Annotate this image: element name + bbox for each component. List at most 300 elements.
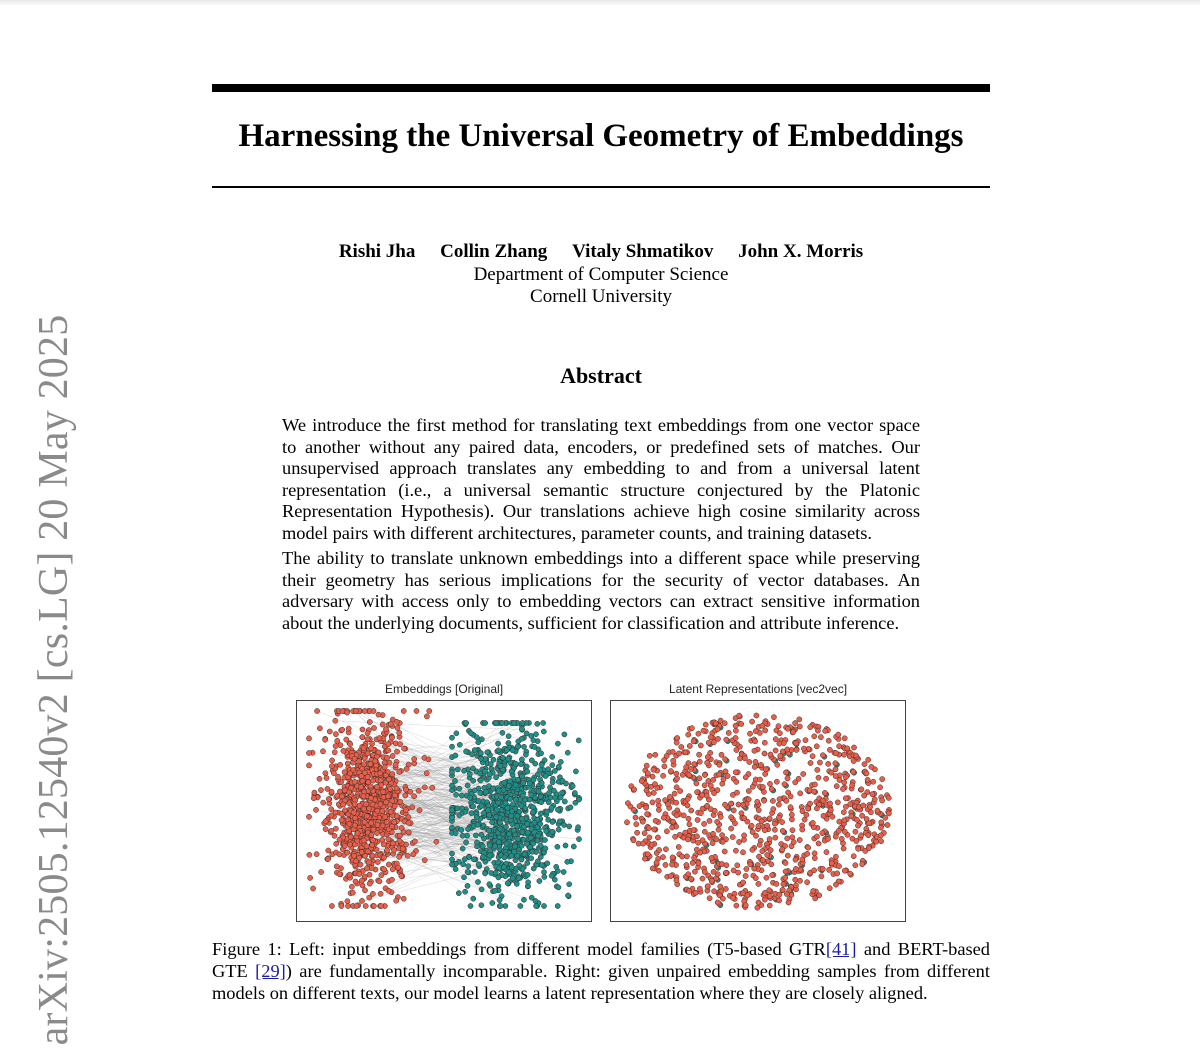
gte-point — [455, 767, 460, 772]
gte-point — [556, 885, 561, 890]
gtr-point — [827, 801, 832, 806]
gtr-point — [861, 803, 866, 808]
gtr-point — [670, 825, 675, 830]
gtr-point — [327, 729, 332, 734]
gtr-point — [713, 721, 718, 726]
citation-link[interactable]: [41] — [825, 939, 857, 959]
gtr-point — [368, 762, 373, 767]
citation-link[interactable]: [29] — [255, 961, 286, 981]
gte-point — [493, 844, 498, 849]
gtr-point — [632, 787, 637, 792]
gtr-point — [342, 843, 347, 848]
gtr-point — [371, 827, 376, 832]
gtr-point — [336, 774, 341, 779]
gtr-point — [365, 751, 370, 756]
gtr-point — [352, 779, 357, 784]
gtr-point — [871, 779, 876, 784]
gtr-point — [756, 808, 761, 813]
gtr-point — [645, 771, 650, 776]
gtr-point — [394, 719, 399, 724]
gte-point — [449, 825, 454, 830]
gtr-point — [789, 817, 794, 822]
gtr-point — [383, 800, 388, 805]
gtr-point — [379, 903, 384, 908]
gtr-point — [797, 717, 802, 722]
gtr-point — [750, 719, 755, 724]
gtr-point — [759, 819, 764, 824]
gtr-point — [698, 850, 703, 855]
gte-point — [556, 764, 561, 769]
gtr-point — [840, 786, 845, 791]
gtr-point — [770, 798, 775, 803]
gte-point — [478, 790, 483, 795]
gtr-point — [777, 797, 782, 802]
gte-point — [558, 759, 563, 764]
gtr-point — [668, 769, 673, 774]
gtr-point — [702, 783, 707, 788]
gtr-point — [674, 776, 679, 781]
gte-point — [464, 840, 469, 845]
gtr-point — [397, 730, 402, 735]
gte-point — [523, 806, 528, 811]
gtr-point — [746, 797, 751, 802]
gtr-point — [416, 788, 421, 793]
gtr-point — [370, 778, 375, 783]
gtr-point — [387, 760, 392, 765]
gtr-point — [695, 817, 700, 822]
gte-point — [506, 734, 511, 739]
gte-point — [506, 870, 511, 875]
gte-point — [483, 789, 488, 794]
gtr-point — [794, 747, 799, 752]
gtr-point — [719, 752, 724, 757]
gtr-point — [742, 833, 747, 838]
gte-point — [474, 735, 479, 740]
gtr-point — [403, 808, 408, 813]
gtr-point — [365, 731, 370, 736]
gtr-point — [380, 823, 385, 828]
gtr-point — [317, 726, 322, 731]
gtr-point — [768, 752, 773, 757]
gtr-point — [769, 786, 774, 791]
gtr-point — [808, 760, 813, 765]
gtr-point — [712, 889, 717, 894]
gte-point — [496, 741, 501, 746]
gtr-point — [710, 831, 715, 836]
gtr-point — [359, 898, 364, 903]
gtr-point — [828, 808, 833, 813]
gte-point — [467, 771, 472, 776]
gte-point — [474, 815, 479, 820]
gte-point — [521, 744, 526, 749]
gtr-point — [333, 732, 338, 737]
gte-point — [453, 867, 458, 872]
gte-point — [531, 805, 536, 810]
gte-point — [492, 888, 497, 893]
gtr-point — [700, 793, 705, 798]
gte-point — [457, 786, 462, 791]
gtr-point — [349, 785, 354, 790]
gtr-point — [716, 827, 721, 832]
gtr-point — [723, 757, 728, 762]
gte-point — [517, 863, 522, 868]
gtr-point — [650, 866, 655, 871]
gtr-point — [776, 815, 781, 820]
gtr-point — [422, 858, 427, 863]
gtr-point — [338, 743, 343, 748]
gtr-point — [656, 868, 661, 873]
gtr-point — [791, 730, 796, 735]
gtr-point — [812, 856, 817, 861]
gtr-point — [349, 884, 354, 889]
gtr-point — [397, 854, 402, 859]
gtr-point — [841, 846, 846, 851]
gtr-point — [760, 849, 765, 854]
gte-point — [504, 747, 509, 752]
gtr-point — [386, 862, 391, 867]
gtr-point — [878, 825, 883, 830]
gtr-point — [427, 708, 432, 713]
gtr-point — [651, 790, 656, 795]
gtr-point — [656, 798, 661, 803]
gtr-point — [734, 790, 739, 795]
gtr-point — [762, 828, 767, 833]
gtr-point — [674, 800, 679, 805]
gtr-point — [767, 837, 772, 842]
gte-point — [513, 797, 518, 802]
gtr-point — [674, 878, 679, 883]
gtr-point — [853, 863, 858, 868]
gtr-point — [382, 867, 387, 872]
gte-point — [563, 843, 568, 848]
gte-point — [553, 795, 558, 800]
gtr-point — [758, 762, 763, 767]
gte-point — [519, 726, 524, 731]
gte-point — [535, 838, 540, 843]
gtr-point — [389, 735, 394, 740]
gtr-point — [842, 818, 847, 823]
gtr-point — [764, 875, 769, 880]
gtr-point — [652, 782, 657, 787]
gte-point — [572, 790, 577, 795]
gtr-point — [765, 852, 770, 857]
gte-point — [453, 753, 458, 758]
gtr-point — [312, 790, 317, 795]
gtr-point — [324, 775, 329, 780]
gtr-point — [818, 735, 823, 740]
gtr-point — [859, 833, 864, 838]
gtr-point — [706, 740, 711, 745]
gtr-point — [793, 877, 798, 882]
gte-point — [529, 792, 534, 797]
caption-mid: and BERT-based GTE — [212, 939, 991, 981]
gte-point — [476, 799, 481, 804]
gtr-point — [781, 741, 786, 746]
gte-point — [520, 829, 525, 834]
gtr-point — [757, 777, 762, 782]
gtr-point — [879, 820, 884, 825]
gte-point — [519, 736, 524, 741]
gtr-point — [744, 866, 749, 871]
gte-point — [527, 797, 532, 802]
gtr-point — [722, 721, 727, 726]
gtr-point — [777, 731, 782, 736]
gtr-point — [710, 841, 715, 846]
gtr-point — [378, 771, 383, 776]
gte-point — [459, 827, 464, 832]
gtr-point — [684, 765, 689, 770]
gtr-point — [385, 848, 390, 853]
gtr-point — [762, 740, 767, 745]
gtr-point — [687, 822, 692, 827]
gtr-point — [693, 890, 698, 895]
gtr-point — [661, 773, 666, 778]
gte-point — [465, 883, 470, 888]
gtr-point — [351, 853, 356, 858]
gtr-point — [707, 896, 712, 901]
gtr-point — [815, 728, 820, 733]
gtr-point — [735, 863, 740, 868]
gtr-point — [674, 771, 679, 776]
gtr-point — [760, 858, 765, 863]
gtr-point — [338, 762, 343, 767]
gtr-point — [369, 832, 374, 837]
gtr-point — [321, 800, 326, 805]
gtr-point — [651, 767, 656, 772]
gtr-point — [709, 878, 714, 883]
gtr-point — [820, 753, 825, 758]
author-name: Collin Zhang — [440, 241, 548, 262]
author-name: Rishi Jha — [338, 241, 416, 262]
gte-point — [543, 846, 548, 851]
gtr-point — [833, 761, 838, 766]
gte-point — [473, 833, 478, 838]
gtr-point — [806, 806, 811, 811]
gtr-point — [774, 881, 779, 886]
gtr-point — [697, 776, 702, 781]
gte-point — [532, 744, 537, 749]
gtr-point — [859, 787, 864, 792]
gtr-point — [776, 724, 781, 729]
gte-point — [550, 780, 555, 785]
gtr-point — [688, 766, 693, 771]
gtr-point — [842, 736, 847, 741]
gte-point — [538, 821, 543, 826]
gtr-point — [834, 784, 839, 789]
gte-point — [498, 903, 503, 908]
gtr-point — [778, 753, 783, 758]
gte-point — [543, 773, 548, 778]
gtr-point — [692, 762, 697, 767]
gte-point — [496, 884, 501, 889]
gtr-point — [760, 723, 765, 728]
gte-point — [487, 843, 492, 848]
gtr-point — [848, 802, 853, 807]
gtr-point — [670, 819, 675, 824]
gtr-point — [365, 849, 370, 854]
right-plot-title: Latent Representations [vec2vec] — [668, 682, 848, 696]
gtr-point — [410, 805, 415, 810]
gte-point — [454, 731, 459, 736]
gtr-point — [686, 816, 691, 821]
caption-prefix: Figure 1: Left: input embeddings from different model families (T5-based GTR — [212, 939, 826, 959]
gtr-point — [746, 788, 751, 793]
gtr-point — [387, 786, 392, 791]
gtr-point — [720, 839, 725, 844]
gtr-point — [711, 777, 716, 782]
gte-point — [464, 749, 469, 754]
gtr-point — [761, 789, 766, 794]
gtr-point — [332, 833, 337, 838]
gtr-point — [816, 775, 821, 780]
gtr-point — [864, 771, 869, 776]
gtr-point — [826, 761, 831, 766]
gte-point — [496, 748, 501, 753]
gtr-point — [695, 790, 700, 795]
gte-point — [539, 762, 544, 767]
gtr-point — [753, 739, 758, 744]
gtr-point — [361, 746, 366, 751]
gtr-point — [793, 883, 798, 888]
gte-point — [513, 761, 518, 766]
gtr-point — [733, 735, 738, 740]
gtr-point — [836, 732, 841, 737]
gtr-point — [689, 808, 694, 813]
gtr-point — [782, 782, 787, 787]
gtr-point — [856, 846, 861, 851]
gtr-point — [737, 713, 742, 718]
gte-point — [487, 828, 492, 833]
gtr-point — [771, 715, 776, 720]
gtr-point — [358, 862, 363, 867]
gtr-point — [644, 805, 649, 810]
gtr-point — [697, 759, 702, 764]
gte-point — [478, 756, 483, 761]
gtr-point — [306, 763, 311, 768]
gtr-point — [718, 814, 723, 819]
gte-point — [507, 779, 512, 784]
gtr-point — [424, 771, 429, 776]
gtr-point — [333, 744, 338, 749]
gtr-point — [730, 895, 735, 900]
gte-point — [508, 796, 513, 801]
gtr-point — [754, 713, 759, 718]
gte-point — [518, 903, 523, 908]
gte-point — [557, 819, 562, 824]
gtr-point — [814, 744, 819, 749]
gte-point — [454, 792, 459, 797]
gte-point — [552, 877, 557, 882]
gtr-point — [401, 830, 406, 835]
gte-point — [549, 805, 554, 810]
gtr-point — [661, 815, 666, 820]
gte-point — [470, 752, 475, 757]
gtr-point — [367, 881, 372, 886]
gte-point — [525, 872, 530, 877]
gtr-point — [845, 746, 850, 751]
gtr-point — [386, 748, 391, 753]
gtr-point — [731, 868, 736, 873]
gtr-point — [756, 881, 761, 886]
gtr-point — [724, 737, 729, 742]
gtr-point — [743, 903, 748, 908]
gtr-point — [354, 903, 359, 908]
gte-point — [466, 864, 471, 869]
gte-point — [494, 775, 499, 780]
gtr-point — [637, 804, 642, 809]
gte-point — [573, 769, 578, 774]
gtr-point — [855, 823, 860, 828]
gtr-point — [812, 734, 817, 739]
gtr-point — [815, 767, 820, 772]
gte-point — [512, 844, 517, 849]
gtr-point — [750, 784, 755, 789]
gtr-point — [734, 747, 739, 752]
gtr-point — [707, 818, 712, 823]
gtr-point — [800, 827, 805, 832]
gtr-point — [826, 738, 831, 743]
gte-point — [468, 795, 473, 800]
gte-point — [506, 740, 511, 745]
gtr-point — [406, 830, 411, 835]
gtr-point — [819, 874, 824, 879]
gtr-point — [687, 743, 692, 748]
gtr-point — [797, 878, 802, 883]
gte-point — [560, 778, 565, 783]
gtr-point — [722, 802, 727, 807]
gte-point — [515, 744, 520, 749]
gtr-point — [662, 758, 667, 763]
gtr-point — [717, 762, 722, 767]
gtr-point — [341, 802, 346, 807]
gtr-point — [702, 772, 707, 777]
gte-point — [515, 853, 520, 858]
gte-point — [550, 829, 555, 834]
gtr-point — [833, 751, 838, 756]
gtr-point — [785, 726, 790, 731]
gtr-point — [380, 722, 385, 727]
gtr-point — [381, 855, 386, 860]
gtr-point — [334, 864, 339, 869]
gtr-point — [660, 855, 665, 860]
gtr-point — [767, 894, 772, 899]
gtr-point — [396, 865, 401, 870]
gtr-point — [810, 754, 815, 759]
gtr-point — [345, 903, 350, 908]
gte-point — [471, 778, 476, 783]
gtr-point — [712, 791, 717, 796]
gtr-point — [323, 827, 328, 832]
gtr-point — [753, 759, 758, 764]
gtr-point — [397, 769, 402, 774]
gte-point — [539, 781, 544, 786]
gtr-point — [757, 842, 762, 847]
gtr-point — [691, 828, 696, 833]
affiliation-department: Department of Computer Science — [473, 264, 729, 285]
gtr-point — [311, 886, 316, 891]
gte-point — [532, 820, 537, 825]
gte-point — [520, 720, 525, 725]
gte-point — [449, 783, 454, 788]
gte-point — [576, 825, 581, 830]
gtr-point — [424, 714, 429, 719]
gtr-point — [848, 871, 853, 876]
gte-point — [520, 774, 525, 779]
gtr-point — [398, 799, 403, 804]
gte-point — [538, 843, 543, 848]
gte-point — [494, 720, 499, 725]
gtr-point — [850, 783, 855, 788]
